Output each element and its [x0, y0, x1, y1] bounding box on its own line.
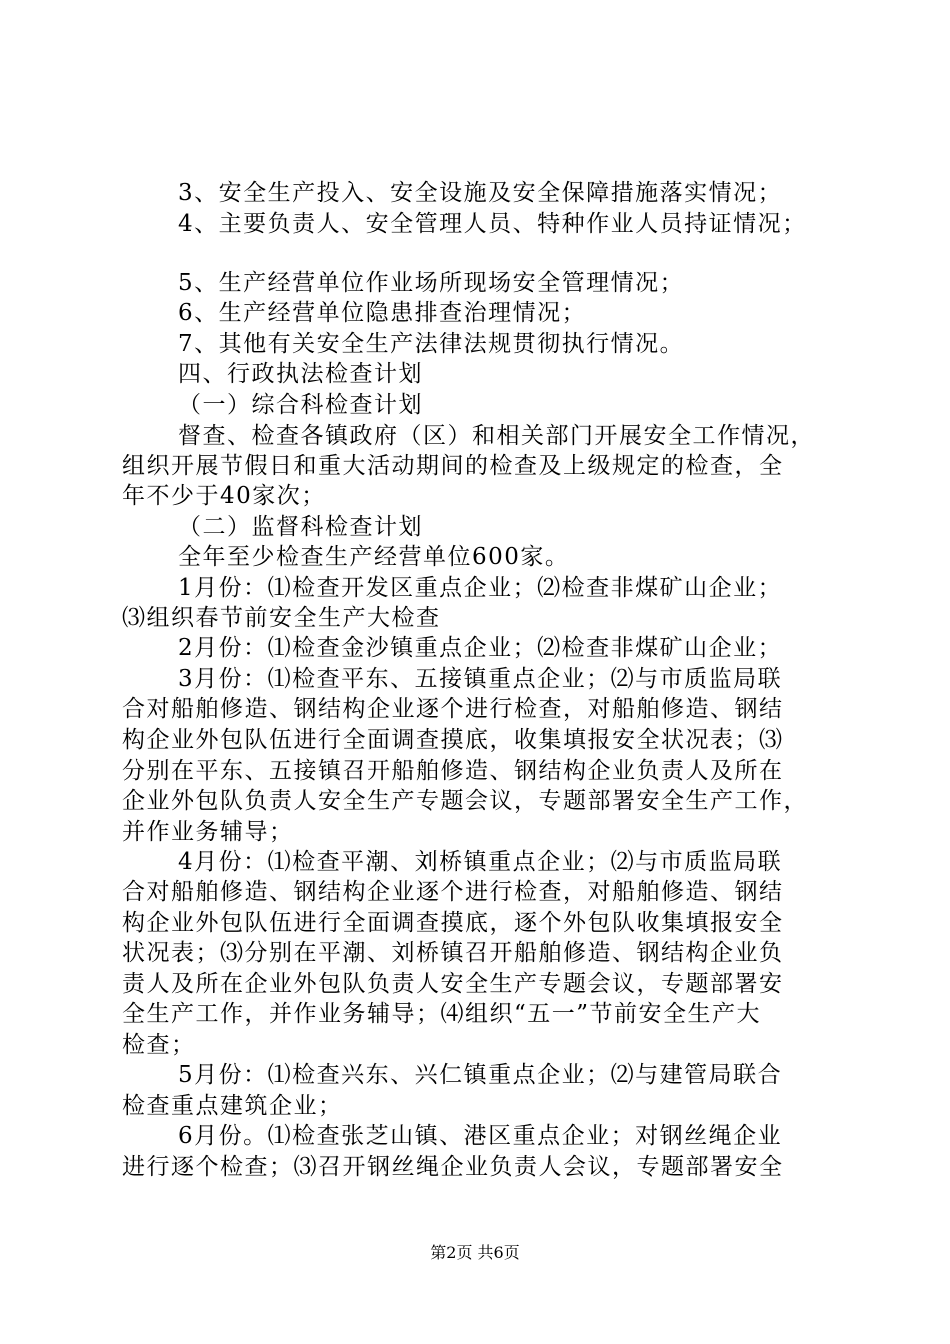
text-line: 组织开展节假日和重大活动期间的检查及上级规定的检查，全 — [122, 453, 784, 479]
subsection-heading: （一）综合科检查计划 — [178, 392, 423, 418]
text-line: 3、安全生产投入、安全设施及安全保障措施落实情况； — [178, 180, 783, 206]
subsection-heading: （二）监督科检查计划 — [178, 514, 423, 540]
text-line: 并作业务辅导； — [122, 819, 294, 845]
text-line: 企业外包队负责人安全生产专题会议，专题部署安全生产工作， — [122, 788, 808, 814]
text-line: 合对船舶修造、钢结构企业逐个进行检查，对船舶修造、钢结 — [122, 879, 784, 905]
text-line: 5、生产经营单位作业场所现场安全管理情况； — [178, 270, 685, 296]
text-line: 检查重点建筑企业； — [122, 1093, 343, 1119]
text-line: 2月份：⑴检查金沙镇重点企业；⑵检查非煤矿山企业； — [178, 635, 783, 661]
text-line: 分别在平东、五接镇召开船舶修造、钢结构企业负责人及所在 — [122, 758, 784, 784]
text-line: 全生产工作，并作业务辅导；⑷组织“五一”节前安全生产大 — [122, 1001, 762, 1027]
text-line: 1月份：⑴检查开发区重点企业；⑵检查非煤矿山企业； — [178, 575, 783, 601]
text-line: 6、生产经营单位隐患排查治理情况； — [178, 300, 587, 326]
text-line: 7、其他有关安全生产法律法规贯彻执行情况。 — [178, 331, 685, 357]
page-footer: 第2页 共6页 — [430, 1243, 520, 1262]
text-line: 4月份：⑴检查平潮、刘桥镇重点企业；⑵与市质监局联 — [178, 849, 783, 875]
text-line: 年不少于40家次； — [122, 483, 326, 509]
text-line: 构企业外包队伍进行全面调查摸底，收集填报安全状况表；⑶ — [122, 727, 784, 753]
text-line: 3月份：⑴检查平东、五接镇重点企业；⑵与市质监局联 — [178, 666, 783, 692]
text-line: 构企业外包队伍进行全面调查摸底，逐个外包队收集填报安全 — [122, 910, 784, 936]
text-line: 全年至少检查生产经营单位600家。 — [178, 544, 570, 570]
text-line: 6月份。⑴检查张芝山镇、港区重点企业；对钢丝绳企业 — [178, 1123, 783, 1149]
text-line: 进行逐个检查；⑶召开钢丝绳企业负责人会议，专题部署安全 — [122, 1154, 784, 1180]
text-line: 状况表；⑶分别在平潮、刘桥镇召开船舶修造、钢结构企业负 — [122, 940, 784, 966]
text-line: 合对船舶修造、钢结构企业逐个进行检查，对船舶修造、钢结 — [122, 696, 784, 722]
text-line: 督查、检查各镇政府（区）和相关部门开展安全工作情况， — [178, 423, 815, 449]
text-line: 检查； — [122, 1032, 196, 1058]
text-line: ⑶组织春节前安全生产大检查 — [122, 605, 441, 631]
text-line: 5月份：⑴检查兴东、兴仁镇重点企业；⑵与建管局联合 — [178, 1062, 783, 1088]
section-heading: 四、行政执法检查计划 — [178, 361, 423, 387]
text-line: 4、主要负责人、安全管理人员、特种作业人员持证情况； — [178, 211, 807, 237]
text-line: 责人及所在企业外包队负责人安全生产专题会议，专题部署安 — [122, 971, 784, 997]
